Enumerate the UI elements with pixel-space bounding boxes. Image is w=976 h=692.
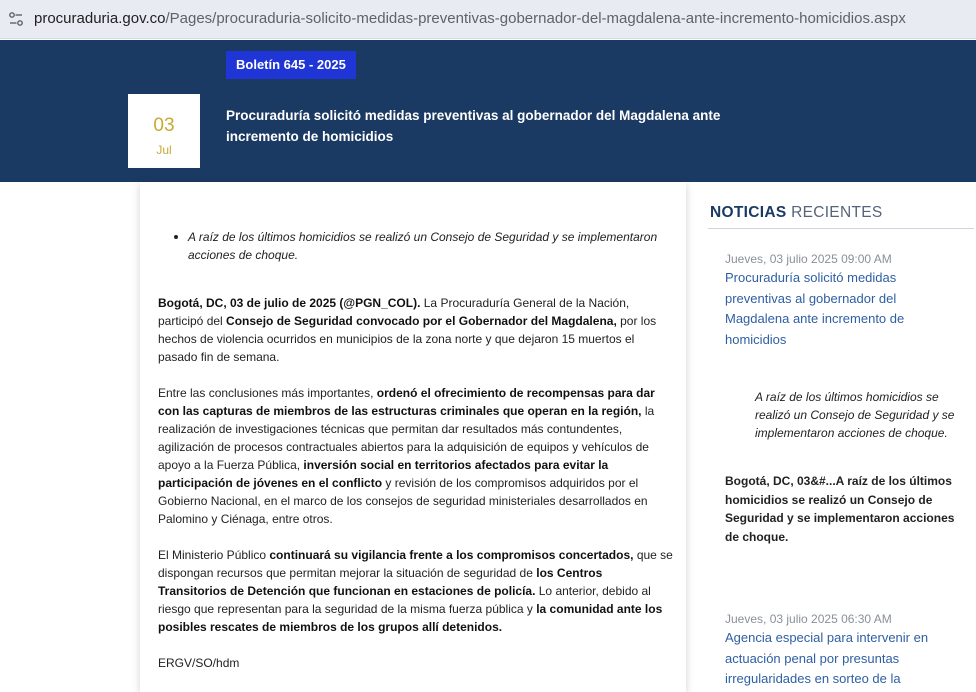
p3-bold-2: los Centros Transitorios de Detención que funcionan en estaciones de policía. <box>158 566 603 598</box>
p2-bold-2: inversión social en territorios afectados para evitar la participación de jóvenes en el conflicto <box>158 458 609 490</box>
p2-bold-1: ordenó el ofrecimiento de recompensas para dar con las capturas de miembros de las estructuras criminales que operan en la región, <box>158 386 655 418</box>
p1-dateline: Bogotá, DC, 03 de julio de 2025 (@PGN_COL). <box>158 296 421 310</box>
p2-text-3: y revisión de los compromisos adquiridos por el Gobierno Nacional, en el marco de los consejos de seguridad ministeriales desarrollados en Palomino y Ciénaga, entre otros. <box>158 476 648 526</box>
sidebar-heading <box>710 204 883 222</box>
sidebar-divider <box>708 228 974 229</box>
date-month: Jul <box>156 143 172 157</box>
p2-text-1: Entre las conclusiones más importantes, <box>158 386 377 400</box>
address-bar[interactable] <box>0 0 976 39</box>
sidebar-heading-bold: NOTICIAS <box>710 204 787 221</box>
site-settings-icon[interactable] <box>8 11 24 27</box>
article-lead-text: A raíz de los últimos homicidios se realizó un Consejo de Seguridad y se implementaron acciones de choque. <box>188 230 658 262</box>
date-box <box>128 94 200 168</box>
news-item-2-link[interactable]: Agencia especial para intervenir en actuación penal por presuntas irregularidades en sorteo de la <box>725 630 929 686</box>
url-path: /Pages/procuraduria-solicito-medidas-preventivas-gobernador-del-magdalena-ante-incremento-homicidios.aspx <box>165 10 906 27</box>
p3-text-2: que se dispongan recursos que permitan mejorar la situación de seguridad de <box>158 548 673 580</box>
date-day: 03 <box>153 115 175 136</box>
sidebar-heading-light: RECIENTES <box>791 204 883 221</box>
news-item-1-date: Jueves, 03 julio 2025 09:00 AM <box>725 252 892 266</box>
p1-text-2: por los hechos de violencia ocurridos en municipios de la zona norte y que dejaron 15 muertos el pasado fin de semana. <box>158 314 657 364</box>
article-paragraph-1 <box>158 294 673 366</box>
url-text[interactable] <box>34 10 906 27</box>
p1-bold-1: Consejo de Seguridad convocado por el Gobernador del Magdalena, <box>226 314 617 328</box>
article-paragraph-2 <box>158 384 673 528</box>
article-lead <box>188 228 658 264</box>
p2-text-2: la realización de investigaciones técnicas que permitan dar resultados más contundentes, agilización de procesos contractuales abiertos para la adquisición de equipos y vehículos de apoyo a la Fuerza Pública, <box>158 404 655 472</box>
p3-text-1: El Ministerio Público <box>158 548 270 562</box>
p3-text-3: Lo anterior, debido al riesgo que representan para la seguridad de la misma fuerza pública y <box>158 584 651 616</box>
url-domain: procuraduria.gov.co <box>34 10 166 27</box>
news-item-2-date: Jueves, 03 julio 2025 06:30 AM <box>725 612 892 626</box>
article-title: Procuraduría solicitó medidas preventivas al gobernador del Magdalena ante incremento de homicidios <box>226 108 721 144</box>
p3-bold-1: continuará su vigilancia frente a los compromisos concertados, <box>269 548 634 562</box>
article-paragraph-3 <box>158 546 673 636</box>
article-signature: ERGV/SO/hdm <box>158 656 240 670</box>
news-item-1-link[interactable]: Procuraduría solicitó medidas preventivas al gobernador del Magdalena ante incremento de homicidios <box>725 270 905 347</box>
p3-bold-3: la comunidad ante los posibles rescates de miembros de los grupos allí detenidos. <box>158 602 663 634</box>
p1-text-1: La Procuraduría General de la Nación, participó del <box>158 296 630 328</box>
bulletin-badge: Boletín 645 - 2025 <box>226 51 356 79</box>
bullet-icon <box>174 235 178 239</box>
article-body <box>140 182 686 692</box>
news-item-1-excerpt: Bogotá, DC, 03&#...A raíz de los últimos homicidios se realizó un Consejo de Seguridad y se implementaron acciones de choque. <box>725 474 955 544</box>
news-item-1-lead: A raíz de los últimos homicidios se realizó un Consejo de Seguridad y se implementaron acciones de choque. <box>755 390 955 440</box>
